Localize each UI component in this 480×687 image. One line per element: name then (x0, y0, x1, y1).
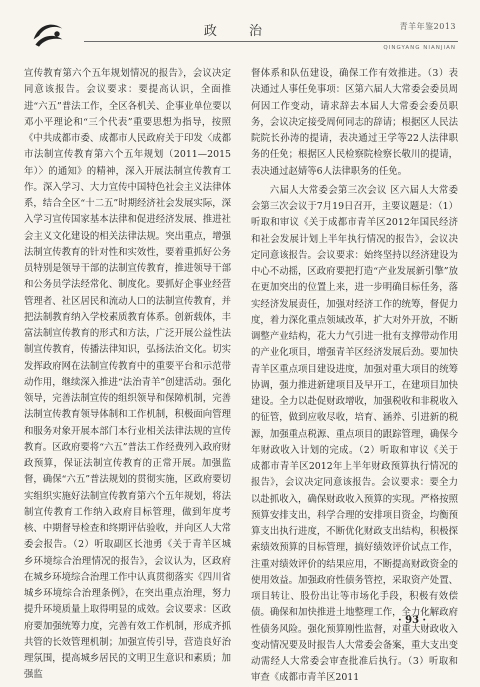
header-rule (84, 41, 458, 42)
meeting-entry-third-session: 六届人大常委会第三次会议 区六届人大常委会第三次会议于7月19日召开，主要议题是：（1）听取和审议《关于成都市青羊区2012年国民经济和社会发展计划上半年执行情况的报告》，会议决定同意该报告。会议要求：始终坚持以经济建设为中心不动摇，区政府要把打造“产业发展新引擎”放在更加突出的位置上来，进一步明确目标任务，落实经济发展责任，加强对经济工作的统筹，督促力度，着力深化重点领域改革，扩大对外开放，不断调整产业结构，花大力气引进一批有支撑带动作用的产业化项目，增强青羊区经济发展后劲。要加快青羊区重点项目建设进度，加强对重大项目的统筹协调，强力推进新建项目及早开工，在建项目加快建设。全力以赴促财政增收，加强税收和非税收入的征管，做到应收尽收，培育、涵养、引进新的税源，加强重点税源、重点项目的跟踪管理，确保今年财政收入计划的完成。（2）听取和审议《关于成都市青羊区2012年上半年财政预算执行情况的报告》，会议决定同意该报告。会议要求：要全力以赴抓收入，确保财政收入预算的实现。严格按照预算安排支出，科学合理的安排项目资金，均衡预算支出执行进度，不断优化财政支出结构，积极探索绩效预算的目标管理，搞好绩效评价试点工作，注重对绩效评价的结果应用，不断提高财政资金的使用效益。加强政府性债务管控，采取资产处置、项目转让、股份出让等市场化手段，积极有效偿债。确保和加快推进土地整理工作，全力化解政府性债务风险。强化预算刚性监督，对重大财政收入变动情况要及时报告人大常委会备案，重大支出变动需经人大常委会审查批准后执行。（3）听取和审查《成都市青羊区2011 (251, 184, 458, 684)
page-number: · 93 · (398, 615, 426, 626)
section-title: 政 治 (203, 24, 277, 39)
left-paragraph-continued: 宣传教育第六个五年规划情况的报告》，会议决定同意该报告。会议要求：要提高认识，全面推进“六五”普法工作，全区各机关、企事业单位要以邓小平理论和“三个代表”重要思想为指导，按照《中共成都市委、成都市人民政府关于印发〈成都市法制宣传教育第六个五年规划（2011—2015年）〉的通知》的精神，深入开展法制宣传教育工作。深入学习、大力宣传中国特色社会主义法律体系，结合全区“十二五”时期经济社会发展实际，深入学习宣传国家基本法律和促进经济发展、推进社会主义文化建设的相关法律法规。突出重点，增强法制宣传教育的针对性和实效性，要着重抓好公务员特别是领导干部的法制宣传教育，推进领导干部和公务员学法经常化、制度化。要抓好企事业经营管理者、社区居民和流动人口的法制宣传教育，并把法制教育纳入学校素质教育体系。创新载体，丰富法制宣传教育的形式和方法，广泛开展公益性法制宣传教育，传播法律知识，弘扬法治文化。切实发挥政府网在法制宣传教育中的重要平台和示范带动作用，继续深入推进“法治青羊”创建活动。强化领导，完善法制宣传的组织领导和保障机制，完善法制宣传教育领导体制和工作机制，积极面向管理和服务对象开展本部门本行业相关法律法规的宣传教育。区政府要将“六五”普法工作经费列入政府财政预算，保证法制宣传教育的正常开展。加强监督，确保“六五”普法规划的贯彻实施，区政府要切实组织实施好法制宣传教育第六个五年规划，将法制宣传教育工作纳入政府目标管理，做到年度考核、中期督导检查和终期评估验收，并向区人大常委会报告。（2）听取副区长池勇《关于青羊区城乡环境综合治理情况的报告》，会议认为，区政府在城乡环境综合治理工作中认真贯彻落实《四川省城乡环境综合治理条例》，在突出重点治理，努力提升环境质量上取得明显的成效。会议要求：区政府要加强统筹力度，完善有效工作机制，形成齐抓共管的长效管理机制；加强宣传引导，营造良好治理氛围，提高城乡居民的文明卫生意识和素质；加强监 (24, 68, 231, 681)
left-column (24, 66, 231, 684)
right-column (251, 66, 458, 687)
right-paragraph-continued: 督体系和队伍建设，确保工作有效推进。（3）表决通过人事任免事项：区第六届人大常委会委员周何因工作变动，请求辞去本届人大常委会委员职务，会议决定接受周何同志的辞请；根据区人民法院院长孙涛的提请，表决通过王学等22人法律职务的任免；根据区人民检察院检察长敬川的提请，表决通过赵婧等6人法律职务的任免。 (251, 68, 458, 177)
page-header (0, 0, 480, 58)
yearbook-name: 青羊年鉴2013 (399, 22, 456, 31)
yearbook-english-name: QINGYANG NIANJIAN (383, 45, 456, 51)
